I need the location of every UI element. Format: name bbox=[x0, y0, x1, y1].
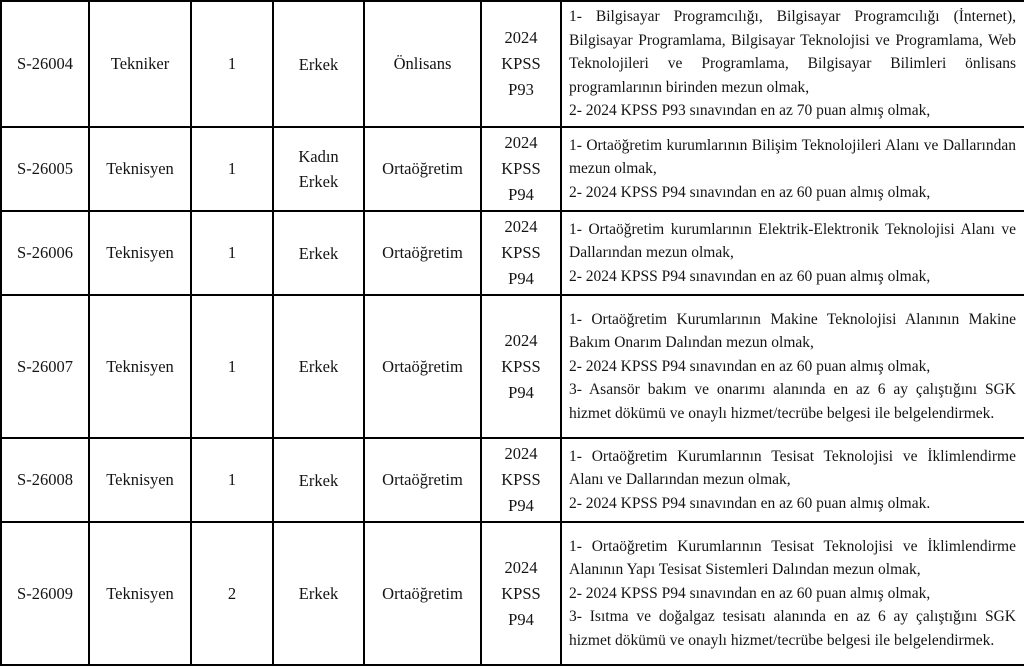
gender-line: Erkek bbox=[298, 584, 339, 603]
kpss-line: KPSS bbox=[501, 356, 541, 376]
cell-education-level: Önlisans bbox=[364, 1, 481, 127]
cell-kpss-score-type bbox=[481, 522, 561, 665]
cell-position-count: 1 bbox=[191, 295, 273, 438]
cell-gender bbox=[273, 211, 364, 295]
kpss-line: KPSS bbox=[501, 583, 541, 603]
table-row bbox=[1, 127, 1024, 211]
table-row bbox=[1, 438, 1024, 522]
cell-position-count: 1 bbox=[191, 438, 273, 522]
cell-requirements bbox=[561, 438, 1024, 522]
cell-kpss-score-type bbox=[481, 438, 561, 522]
gender-line: Erkek bbox=[298, 172, 339, 191]
cell-requirements bbox=[561, 522, 1024, 665]
kpss-line: KPSS bbox=[501, 243, 541, 262]
kpss-line: KPSS bbox=[501, 159, 541, 178]
requirement-item: 1- Ortaöğretim kurumlarının Bilişim Teknolojileri Alanı ve Dallarından mezun olmak, bbox=[569, 136, 1016, 178]
requirement-item: 1- Ortaöğretim kurumlarının Elektrik-Elektronik Teknolojisi Alanı ve Dallarından mezun olmak, bbox=[569, 220, 1016, 262]
cell-education-level: Ortaöğretim bbox=[364, 127, 481, 211]
cell-position-code: S-26005 bbox=[1, 127, 89, 211]
kpss-line: P94 bbox=[508, 269, 534, 288]
cell-gender bbox=[273, 295, 364, 438]
cell-position-title: Teknisyen bbox=[89, 522, 191, 665]
kpss-line: 2024 bbox=[504, 217, 538, 236]
kpss-line: 2024 bbox=[504, 557, 538, 577]
cell-gender bbox=[273, 1, 364, 127]
cell-education-level: Ortaöğretim bbox=[364, 522, 481, 665]
kpss-line: 2024 bbox=[504, 330, 538, 350]
cell-requirements bbox=[561, 127, 1024, 211]
requirement-item: 2- 2024 KPSS P94 sınavından en az 60 puan almış olmak, bbox=[569, 357, 931, 375]
table-row bbox=[1, 522, 1024, 665]
kpss-line: KPSS bbox=[501, 54, 541, 73]
kpss-line: P94 bbox=[508, 609, 534, 629]
table-row bbox=[1, 1, 1024, 127]
cell-position-title: Teknisyen bbox=[89, 295, 191, 438]
kpss-line: P94 bbox=[508, 496, 534, 515]
cell-kpss-score-type bbox=[481, 127, 561, 211]
gender-line: Erkek bbox=[298, 54, 339, 74]
cell-position-code: S-26008 bbox=[1, 438, 89, 522]
requirement-item: 2- 2024 KPSS P94 sınavından en az 60 puan almış olmak, bbox=[569, 584, 931, 602]
cell-requirements bbox=[561, 211, 1024, 295]
cell-position-count: 2 bbox=[191, 522, 273, 665]
cell-gender bbox=[273, 438, 364, 522]
requirement-item: 1- Ortaöğretim Kurumlarının Tesisat Teknolojisi ve İklimlendirme Alanının Yapı Tesisat Sistemleri Dalından mezun olmak, bbox=[569, 537, 1016, 579]
cell-position-code: S-26009 bbox=[1, 522, 89, 665]
cell-kpss-score-type bbox=[481, 295, 561, 438]
gender-line: Erkek bbox=[298, 357, 339, 376]
requirement-item: 1- Ortaöğretim Kurumlarının Makine Teknolojisi Alanının Makine Bakım Onarım Dalından mezun olmak, bbox=[569, 310, 1016, 352]
cell-gender bbox=[273, 522, 364, 665]
kpss-line: 2024 bbox=[504, 133, 538, 152]
requirement-item: 2- 2024 KPSS P93 sınavından en az 70 puan almış olmak, bbox=[569, 102, 931, 120]
kpss-line: KPSS bbox=[501, 470, 541, 489]
cell-position-count: 1 bbox=[191, 1, 273, 127]
requirement-item: 2- 2024 KPSS P94 sınavından en az 60 puan almış olmak, bbox=[569, 267, 931, 285]
cell-position-code: S-26006 bbox=[1, 211, 89, 295]
gender-line: Erkek bbox=[298, 470, 339, 490]
cell-requirements bbox=[561, 295, 1024, 438]
requirement-item: 1- Bilgisayar Programcılığı, Bilgisayar Programcılığı (İnternet), Bilgisayar Programlama, Bilgisayar Teknolojisi ve Programlama, Web Teknolojileri ve Programlama, Bilgisayar Bilimleri önlisans programlarının birinden mezun olmak, bbox=[569, 8, 1016, 96]
requirement-item: 2- 2024 KPSS P94 sınavından en az 60 puan almış olmak. bbox=[569, 494, 931, 512]
cell-position-count: 1 bbox=[191, 211, 273, 295]
requirement-item: 3- Asansör bakım ve onarımı alanında en az 6 ay çalıştığını SGK hizmet dökümü ve onaylı hizmet/tecrübe belgesi ile belgelendirmek. bbox=[569, 381, 1016, 422]
kpss-line: P94 bbox=[508, 382, 534, 402]
kpss-line: 2024 bbox=[504, 28, 538, 47]
gender-line: Erkek bbox=[298, 243, 339, 263]
cell-gender bbox=[273, 127, 364, 211]
requirement-item: 2- 2024 KPSS P94 sınavından en az 60 puan almış olmak, bbox=[569, 183, 931, 201]
cell-position-title: Tekniker bbox=[89, 1, 191, 127]
table-row bbox=[1, 211, 1024, 295]
table-row bbox=[1, 295, 1024, 438]
gender-line: Kadın bbox=[298, 147, 339, 166]
cell-position-title: Teknisyen bbox=[89, 438, 191, 522]
cell-position-count: 1 bbox=[191, 127, 273, 211]
cell-requirements bbox=[561, 1, 1024, 127]
kpss-line: P93 bbox=[508, 80, 534, 99]
cell-position-title: Teknisyen bbox=[89, 127, 191, 211]
cell-education-level: Ortaöğretim bbox=[364, 438, 481, 522]
kpss-line: 2024 bbox=[504, 444, 538, 463]
requirement-item: 3- Isıtma ve doğalgaz tesisatı alanında en az 6 ay çalıştığını SGK hizmet dökümü ve onaylı hizmet/tecrübe belgesi ile belgelendirmek. bbox=[569, 608, 1016, 649]
kpss-line: P94 bbox=[508, 185, 534, 204]
cell-position-title: Teknisyen bbox=[89, 211, 191, 295]
cell-kpss-score-type bbox=[481, 211, 561, 295]
requirement-item: 1- Ortaöğretim Kurumlarının Tesisat Teknolojisi ve İklimlendirme Alanı ve Dallarından mezun olmak, bbox=[569, 447, 1016, 489]
cell-education-level: Ortaöğretim bbox=[364, 295, 481, 438]
cell-position-code: S-26004 bbox=[1, 1, 89, 127]
cell-position-code: S-26007 bbox=[1, 295, 89, 438]
cell-kpss-score-type bbox=[481, 1, 561, 127]
cell-education-level: Ortaöğretim bbox=[364, 211, 481, 295]
